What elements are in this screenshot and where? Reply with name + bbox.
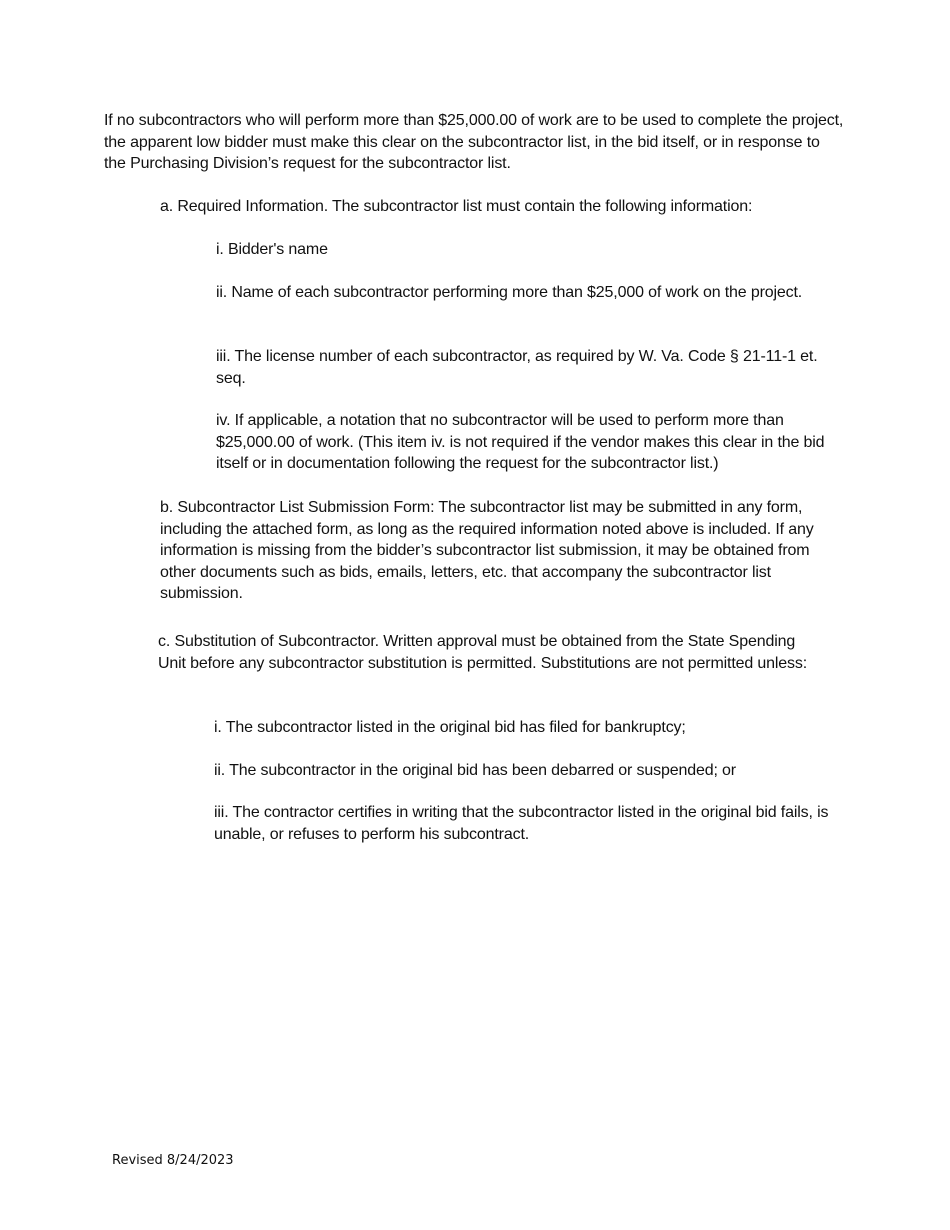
section-a-item-i: i. Bidder's name xyxy=(216,241,328,258)
revision-footer: Revised 8/24/2023 xyxy=(112,1153,234,1168)
section-b-paragraph: b. Subcontractor List Submission Form: The subcontractor list may be submitted in any form, including the attached form, as long as the required information noted above is included. If any information is missing from the bidder’s subcontractor list submission, it may be obtained from other documents such as bids, emails, letters, etc. that accompany the subcontractor list submission. xyxy=(160,499,814,602)
section-a-item-iii: iii. The license number of each subcontractor, as required by W. Va. Code § 21-11-1 et. seq. xyxy=(216,348,818,387)
section-a-item-ii: ii. Name of each subcontractor performing more than $25,000 of work on the project. xyxy=(216,284,803,301)
section-c-heading: c. Substitution of Subcontractor. Written approval must be obtained from the State Spending Unit before any subcontractor substitution is permitted. Substitutions are not permitted unless: xyxy=(158,633,808,672)
section-c-item-i: i. The subcontractor listed in the original bid has filed for bankruptcy; xyxy=(214,719,686,736)
section-c-item-iii: iii. The contractor certifies in writing that the subcontractor listed in the original bid fails, is unable, or refuses to perform his subcontract. xyxy=(214,804,829,843)
intro-paragraph: If no subcontractors who will perform more than $25,000.00 of work are to be used to complete the project, the apparent low bidder must make this clear on the subcontractor list, in the bid itself, or in response to the Purchasing Division’s request for the subcontractor list. xyxy=(104,112,844,172)
section-a-item-iv: iv. If applicable, a notation that no subcontractor will be used to perform more than $25,000.00 of work. (This item iv. is not required if the vendor makes this clear in the bid itself or in documentation following the request for the subcontractor list.) xyxy=(216,412,825,472)
section-c-item-ii: ii. The subcontractor in the original bid has been debarred or suspended; or xyxy=(214,762,736,779)
section-a-heading: a. Required Information. The subcontractor list must contain the following information: xyxy=(160,198,753,215)
